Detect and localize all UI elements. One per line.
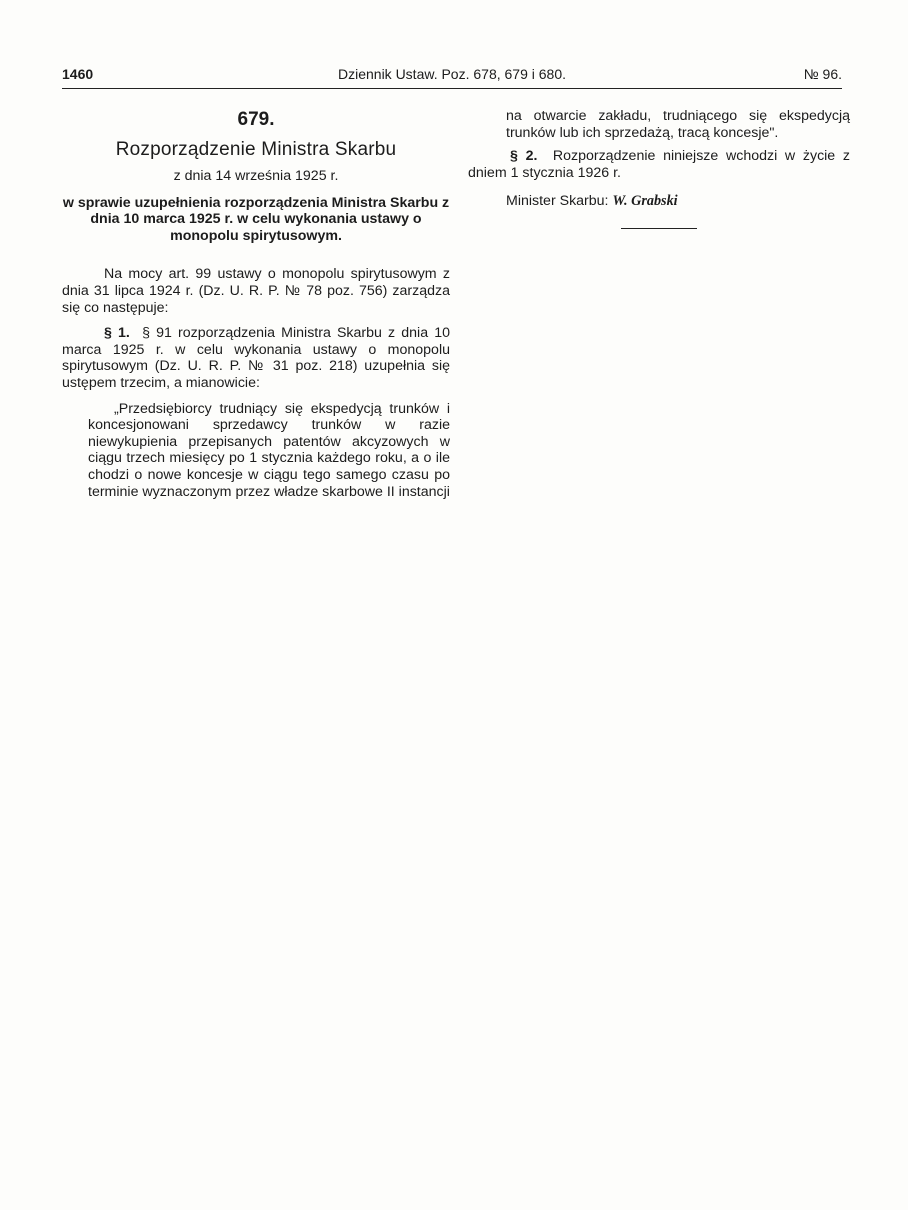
page-number: 1460 <box>62 66 94 82</box>
quoted-paragraph-continuation: na otwarcie zakładu, trudniącego się ekspedycją trunków lub ich sprzedażą, tracą koncesje". <box>506 108 850 141</box>
signature-role: Minister Skarbu: <box>506 193 609 210</box>
intro-paragraph: Na mocy art. 99 ustawy o monopolu spirytusowym z dnia 31 lipca 1924 r. (Dz. U. R. P. № 78 poz. 756) zarządza się co następuje: <box>62 266 450 316</box>
regulation-title: Rozporządzenie Ministra Skarbu <box>115 139 397 160</box>
section-1 <box>62 325 450 391</box>
section-1-label: § 1. <box>104 325 130 342</box>
right-column <box>468 108 850 229</box>
quoted-paragraph: „Przedsiębiorcy trudniący się ekspedycją trunków i koncesjonowani sprzedawcy trunków w razie niewykupienia przepisanych patentów akcyzowych w ciągu trzech miesięcy po 1 stycznia każdego roku, a o ile chodzi o nowe koncesje w ciągu tego samego czasu po terminie wyznaczonym przez władze skarbowe II instancji <box>88 400 450 500</box>
page-header <box>62 64 842 86</box>
issue-number: № 96. <box>803 66 842 82</box>
section-1-text: § 91 rozporządzenia Ministra Skarbu z dnia 10 marca 1925 r. w celu wykonania ustawy o monopolu spirytusowym (Dz. U. R. P. № 31 poz. 218) uzupełnia się ustępem trzecim, a mianowicie: <box>62 325 450 391</box>
left-column <box>62 108 450 509</box>
signature <box>468 193 850 210</box>
position-number: 679. <box>237 109 275 130</box>
regulation-date: z dnia 14 września 1925 r. <box>173 168 339 184</box>
header-divider <box>62 88 842 89</box>
journal-title: Dziennik Ustaw. Poz. 678, 679 i 680. <box>337 66 567 82</box>
regulation-subject: w sprawie uzupełnienia rozporządzenia Ministra Skarbu z dnia 10 marca 1925 r. w celu wykonania ustawy o monopolu spirytusowym. <box>62 194 450 244</box>
section-2-label: § 2. <box>510 148 538 165</box>
section-2 <box>468 148 850 181</box>
closing-divider <box>621 228 697 229</box>
section-2-text: Rozporządzenie niniejsze wchodzi w życie z dniem 1 stycznia 1926 r. <box>468 148 850 181</box>
signature-name: W. Grabski <box>612 193 678 210</box>
